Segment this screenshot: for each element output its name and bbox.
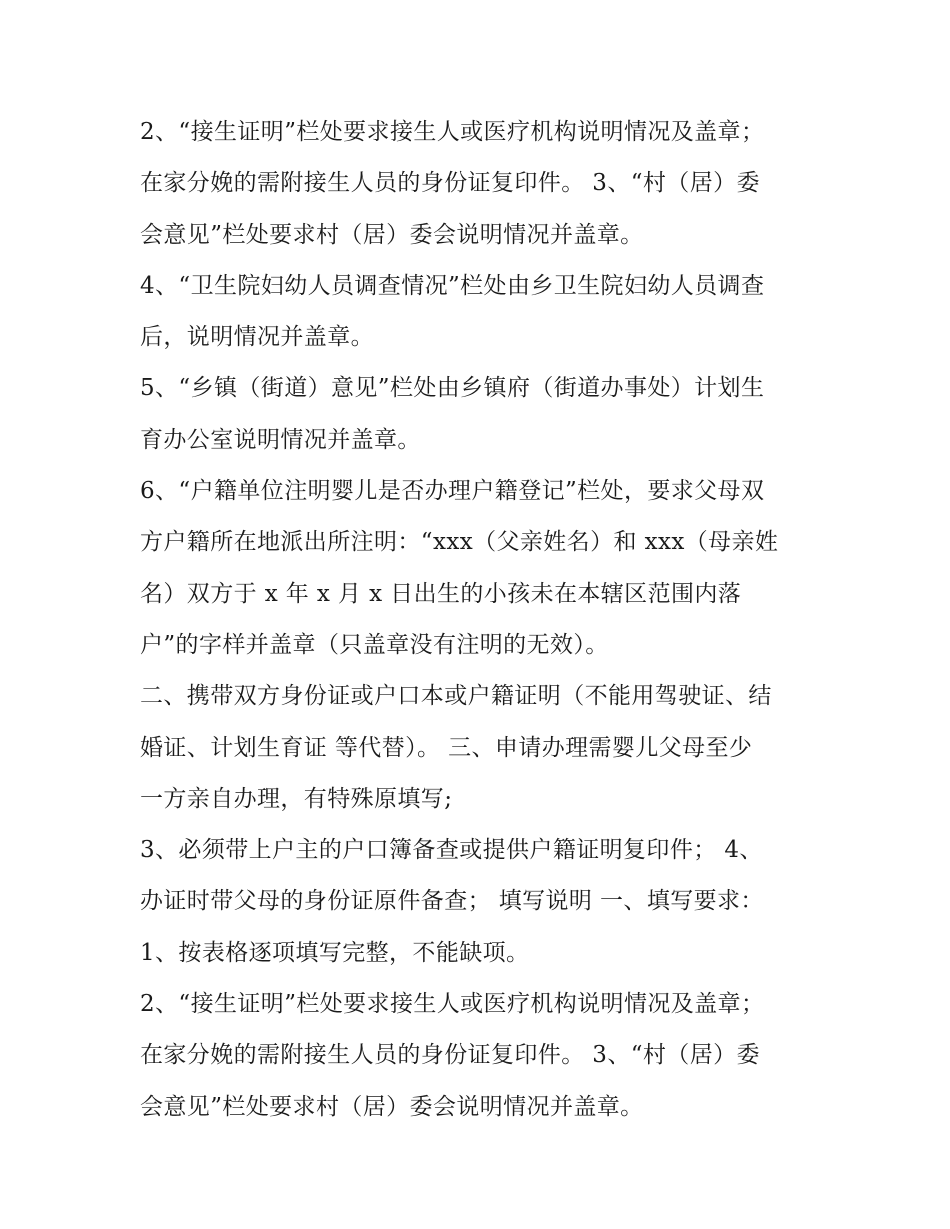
text-line: 2、“接生证明”栏处要求接生人或医疗机构说明情况及盖章；	[140, 991, 765, 1018]
text-line: 二、携带双方身份证或户口本或户籍证明（不能用驾驶证、结	[140, 683, 772, 710]
text-line: 在家分娩的需附接生人员的身份证复印件。 3、“村（居）委	[140, 1042, 760, 1069]
text-line: 2、“接生证明”栏处要求接生人或医疗机构说明情况及盖章；	[140, 119, 765, 145]
text-line: 育办公室说明情况并盖章。	[140, 426, 421, 453]
text-line: 婚证、计划生育证 等代替）。 三、申请办理需婴儿父母至少	[140, 734, 753, 761]
text-line: 会意见”栏处要求村（居）委会说明情况并盖章。	[140, 1093, 644, 1120]
text-line: 后，说明情况并盖章。	[140, 324, 374, 351]
text-line: 办证时带父母的身份证原件备查； 填写说明 一、填写要求：	[140, 888, 764, 915]
text-line: 户”的字样并盖章（只盖章没有注明的无效）。	[140, 631, 609, 658]
text-line: 会意见”栏处要求村（居）委会说明情况并盖章。	[140, 221, 644, 248]
text-line: 在家分娩的需附接生人员的身份证复印件。 3、“村（居）委	[140, 170, 760, 197]
text-line: 6、“户籍单位注明婴儿是否办理户籍登记”栏处，要求父母双	[140, 478, 765, 505]
text-line: 名）双方于 x 年 x 月 x 日出生的小孩未在本辖区范围内落	[140, 580, 742, 607]
text-line: 5、“乡镇（街道）意见”栏处由乡镇府（街道办事处）计划生	[140, 375, 765, 402]
text-line: 4、“卫生院妇幼人员调查情况”栏处由乡卫生院妇幼人员调查	[140, 272, 765, 299]
text-line: 一方亲自办理，有特殊原填写;	[140, 785, 453, 812]
text-line: 1、按表格逐项填写完整，不能缺项。	[140, 939, 530, 966]
text-line: 方户籍所在地派出所注明：“xxx（父亲姓名）和 xxx（母亲姓	[140, 529, 779, 556]
document-body	[140, 107, 820, 1133]
text-line: 3、必须带上户主的户口簿备查或提供户籍证明复印件； 4、	[140, 837, 763, 864]
